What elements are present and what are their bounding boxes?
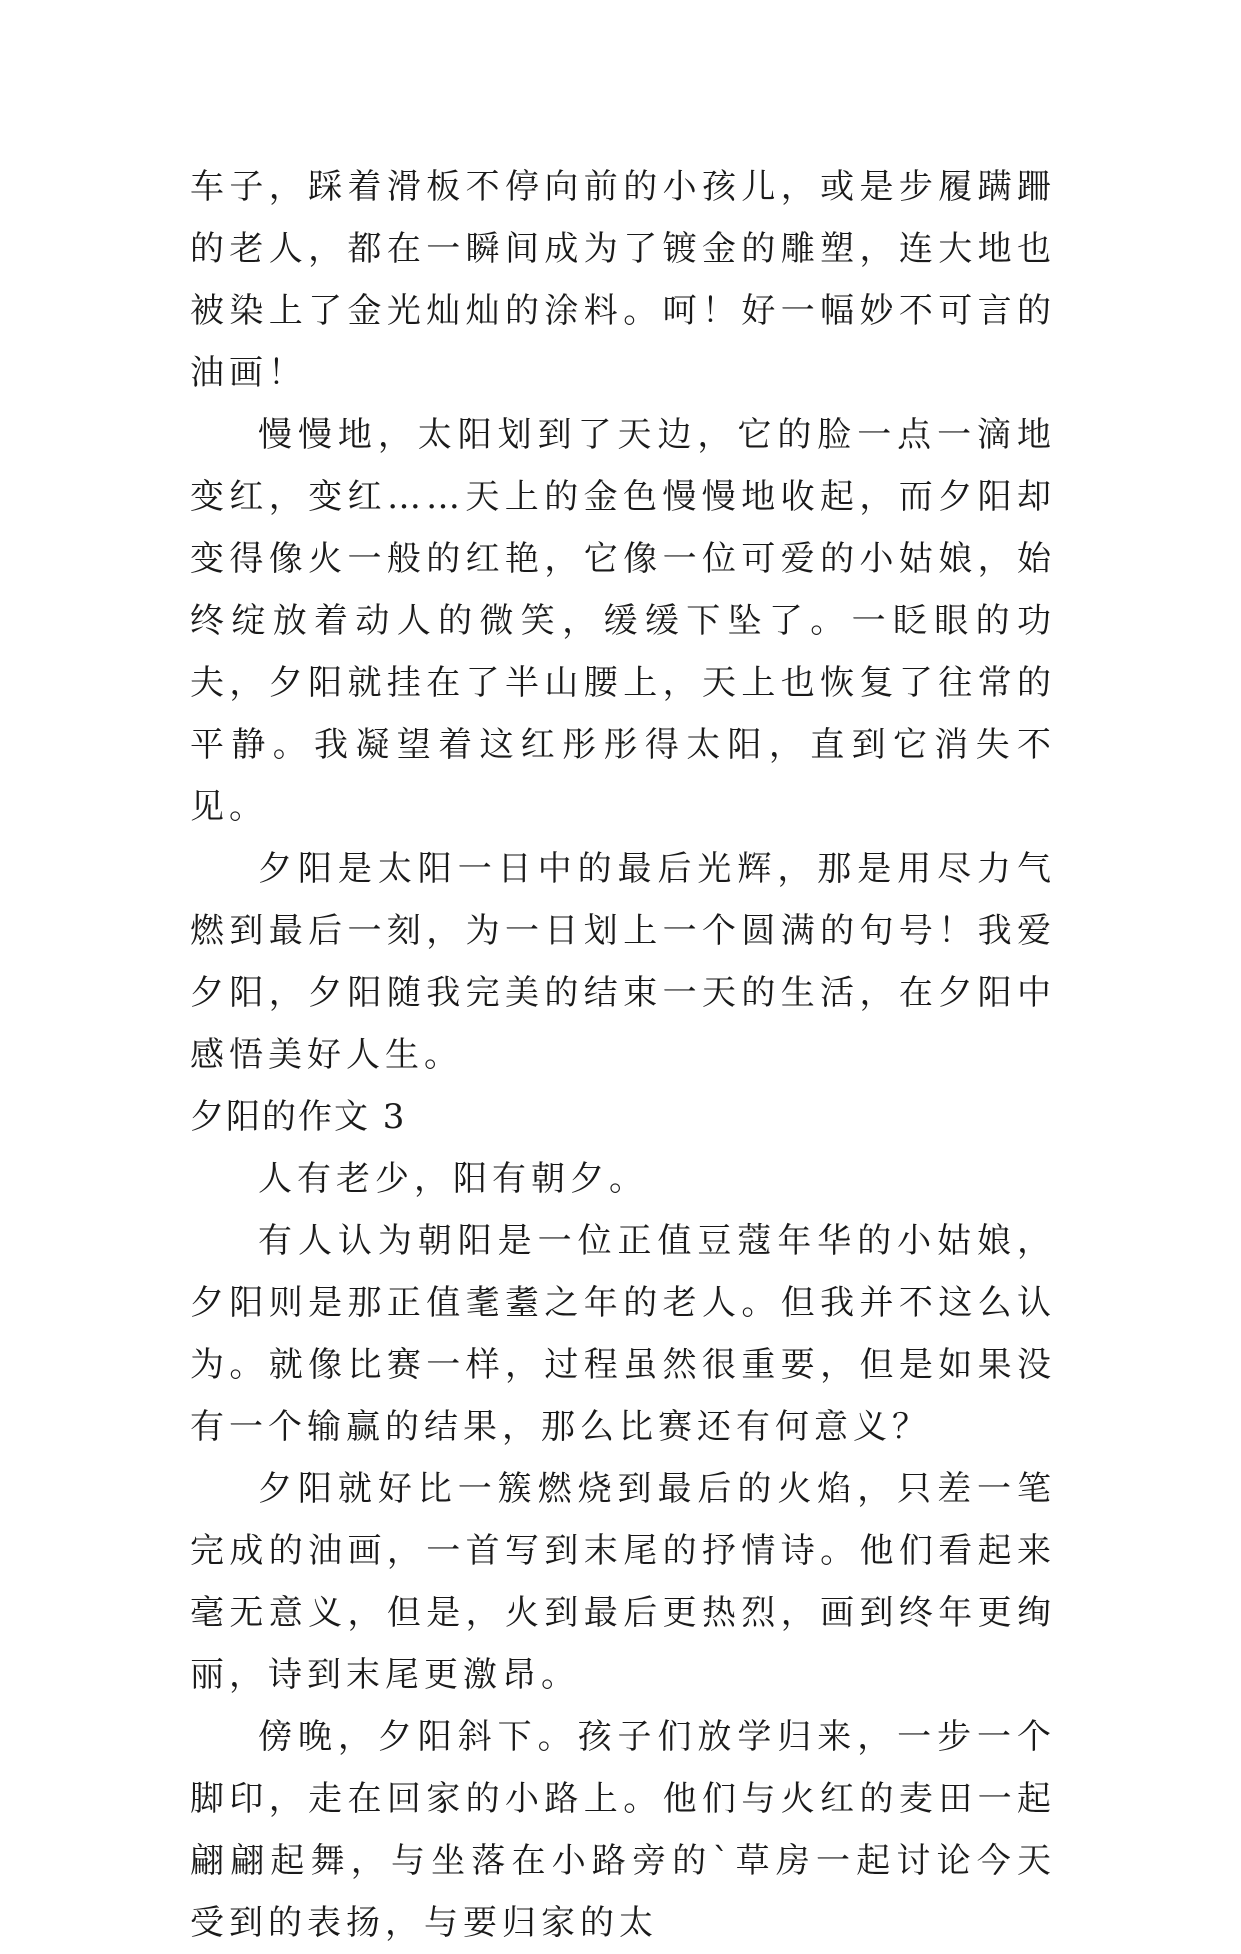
paragraph: 傍晚，夕阳斜下。孩子们放学归来，一步一个脚印，走在回家的小路上。他们与火红的麦田一起翩翩起舞，与坐落在小路旁的`草房一起讨论今天受到的表扬，与要归家的太 [190, 1717, 1056, 1943]
paragraph: 夕阳就好比一簇燃烧到最后的火焰，只差一笔完成的油画，一首写到末尾的抒情诗。他们看起来毫无意义，但是，火到最后更热烈，画到终年更绚丽，诗到末尾更激昂。 [190, 1469, 1056, 1695]
section-title: 夕阳的作文 3 [190, 1097, 407, 1137]
document-body [190, 156, 1056, 1954]
paragraph: 有人认为朝阳是一位正值豆蔻年华的小姑娘，夕阳则是那正值耄耋之年的老人。但我并不这么认为。就像比赛一样，过程虽然很重要，但是如果没有一个输赢的结果，那么比赛还有何意义？ [190, 1221, 1056, 1447]
paragraph: 慢慢地，太阳划到了天边，它的脸一点一滴地变红，变红……天上的金色慢慢地收起，而夕阳却变得像火一般的红艳，它像一位可爱的小姑娘，始终绽放着动人的微笑，缓缓下坠了。一眨眼的功夫，夕阳就挂在了半山腰上，天上也恢复了往常的平静。我凝望着这红彤彤得太阳，直到它消失不见。 [190, 415, 1056, 827]
paragraph: 人有老少，阳有朝夕。 [258, 1159, 648, 1199]
paragraph: 车子，踩着滑板不停向前的小孩儿，或是步履蹒跚的老人，都在一瞬间成为了镀金的雕塑，连大地也被染上了金光灿灿的涂料。呵！好一幅妙不可言的油画！ [190, 167, 1056, 393]
paragraph: 夕阳是太阳一日中的最后光辉，那是用尽力气燃到最后一刻，为一日划上一个圆满的句号！我爱夕阳，夕阳随我完美的结束一天的生活，在夕阳中感悟美好人生。 [190, 849, 1056, 1075]
